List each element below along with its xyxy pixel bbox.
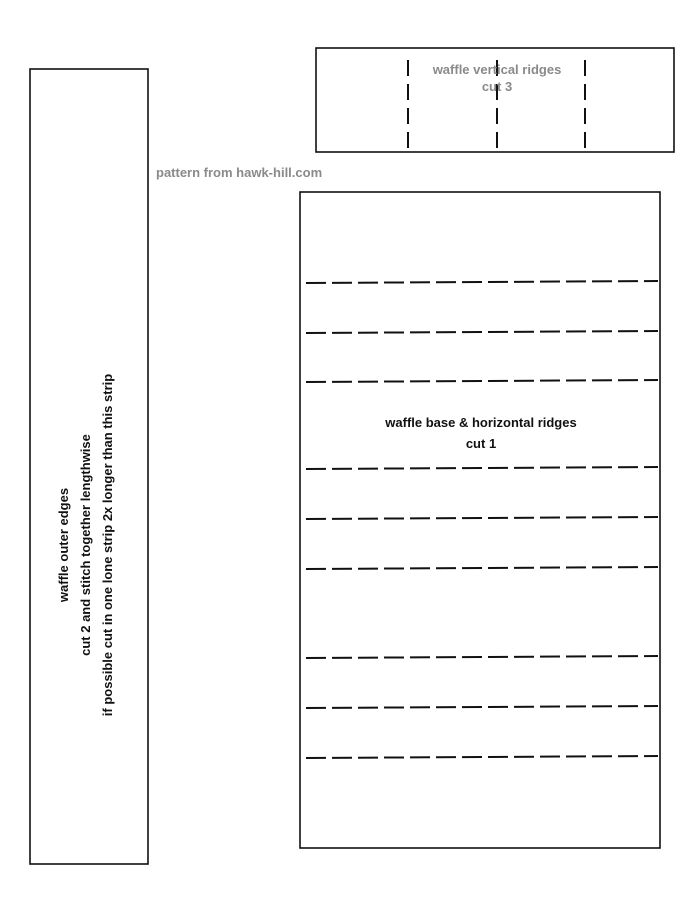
- base-piece: [300, 192, 660, 848]
- horizontal-cut-line: [306, 656, 658, 658]
- pattern-credit: pattern from hawk-hill.com: [156, 165, 323, 180]
- outer-edges-piece: [30, 69, 148, 864]
- outer-edges-instruction: cut 2 and stitch together lengthwise: [78, 434, 93, 656]
- horizontal-cut-line: [306, 706, 658, 708]
- horizontal-cut-line: [306, 331, 658, 333]
- horizontal-cut-line: [306, 281, 658, 283]
- horizontal-cut-line: [306, 756, 658, 758]
- outer-edges-label-group: [56, 374, 115, 716]
- vertical-ridges-name: waffle vertical ridges: [432, 62, 562, 77]
- vertical-ridges-piece: [316, 48, 674, 152]
- base-name: waffle base & horizontal ridges: [385, 415, 577, 430]
- outer-edges-note: if possible cut in one lone strip 2x longer than this strip: [100, 373, 115, 717]
- horizontal-cut-line: [306, 517, 658, 519]
- outer-edges-name: waffle outer edges: [56, 487, 71, 603]
- horizontal-cut-line: [306, 567, 658, 569]
- horizontal-cut-line: [306, 467, 658, 469]
- base-outline: [300, 192, 660, 848]
- base-cut: cut 1: [465, 436, 497, 451]
- vertical-ridges-cut: cut 3: [481, 79, 513, 94]
- horizontal-cut-line: [306, 380, 658, 382]
